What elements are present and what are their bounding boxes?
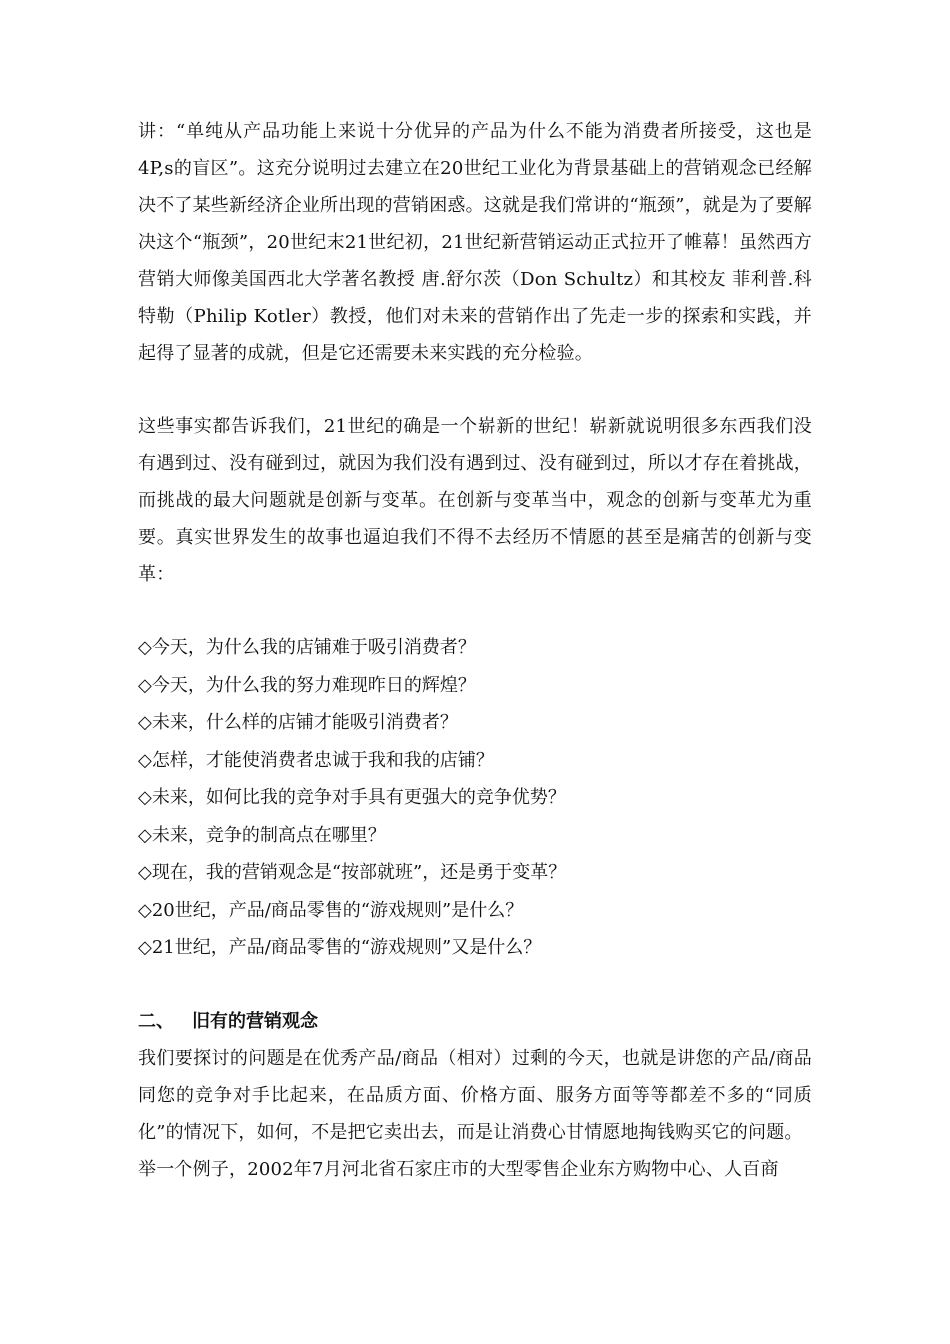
document-page: [138, 113, 812, 1188]
paragraph-gap: [138, 372, 812, 408]
question-item: ◇未来，如何比我的竞争对手具有更强大的竞争优势？: [138, 787, 566, 808]
paragraph-4ps-blind-spot: 讲：“单纯从产品功能上来说十分优异的产品为什么不能为消费者所接受，这也是4P,s的盲区”。这充分说明过去建立在20世纪工业化为背景基础上的营销观念已经解决不了某些新经济企业所出现的营销困惑。这就是我们常讲的“瓶颈”，就是为了要解决这个“瓶颈”，20世纪末21世纪初，21世纪新营销运动正式拉开了帷幕！虽然西方营销大师像美国西北大学著名教授 唐.舒尔茨（Don Schultz）和其校友 菲利普.科特勒（Philip Kotler）教授，他们对未来的营销作出了先走一步的探索和实践，并起得了显著的成就，但是它还需要未来实践的充分检验。: [138, 121, 813, 364]
question-item: ◇21世纪，产品/商品零售的“游戏规则”又是什么？: [138, 937, 542, 958]
paragraph-example: 举一个例子，2002年7月河北省石家庄市的大型零售企业东方购物中心、人百商: [138, 1158, 779, 1180]
paragraph-homogenization: 我们要探讨的问题是在优秀产品/商品（相对）过剩的今天，也就是讲您的产品/商品同您的竞争对手比起来，在品质方面、价格方面、服务方面等等都差不多的“同质化”的情况下，如何，不是把它卖出去，而是让消费心甘情愿地掏钱购买它的问题。: [138, 1047, 812, 1143]
paragraph-new-century: 这些事实都告诉我们，21世纪的确是一个崭新的世纪！崭新就说明很多东西我们没有遇到过、没有碰到过，就因为我们没有遇到过、没有碰到过，所以才存在着挑战，而挑战的最大问题就是创新与变革。在创新与变革当中，观念的创新与变革尤为重要。真实世界发生的故事也逼迫我们不得不去经历不情愿的甚至是痛苦的创新与变革：: [138, 416, 812, 585]
question-item: ◇未来，什么样的店铺才能吸引消费者？: [138, 712, 458, 733]
section-title: 旧有的营销观念: [192, 1010, 318, 1032]
question-item: ◇今天，为什么我的努力难现昨日的辉煌？: [138, 674, 476, 696]
question-item: ◇今天，为什么我的店铺难于吸引消费者？: [138, 637, 476, 658]
question-item: ◇怎样，才能使消费者忠诚于我和我的店铺？: [138, 749, 494, 771]
section-number: 二、: [138, 1010, 174, 1032]
section-heading: [138, 1003, 812, 1040]
paragraph-gap: [138, 593, 812, 629]
question-item: ◇20世纪，产品/商品零售的“游戏规则”是什么？: [138, 899, 524, 921]
question-item: ◇现在，我的营销观念是“按部就班”，还是勇于变革？: [138, 862, 567, 883]
paragraph-gap: [138, 967, 812, 1003]
question-item: ◇未来，竞争的制高点在哪里？: [138, 824, 386, 846]
question-list: [138, 629, 812, 967]
